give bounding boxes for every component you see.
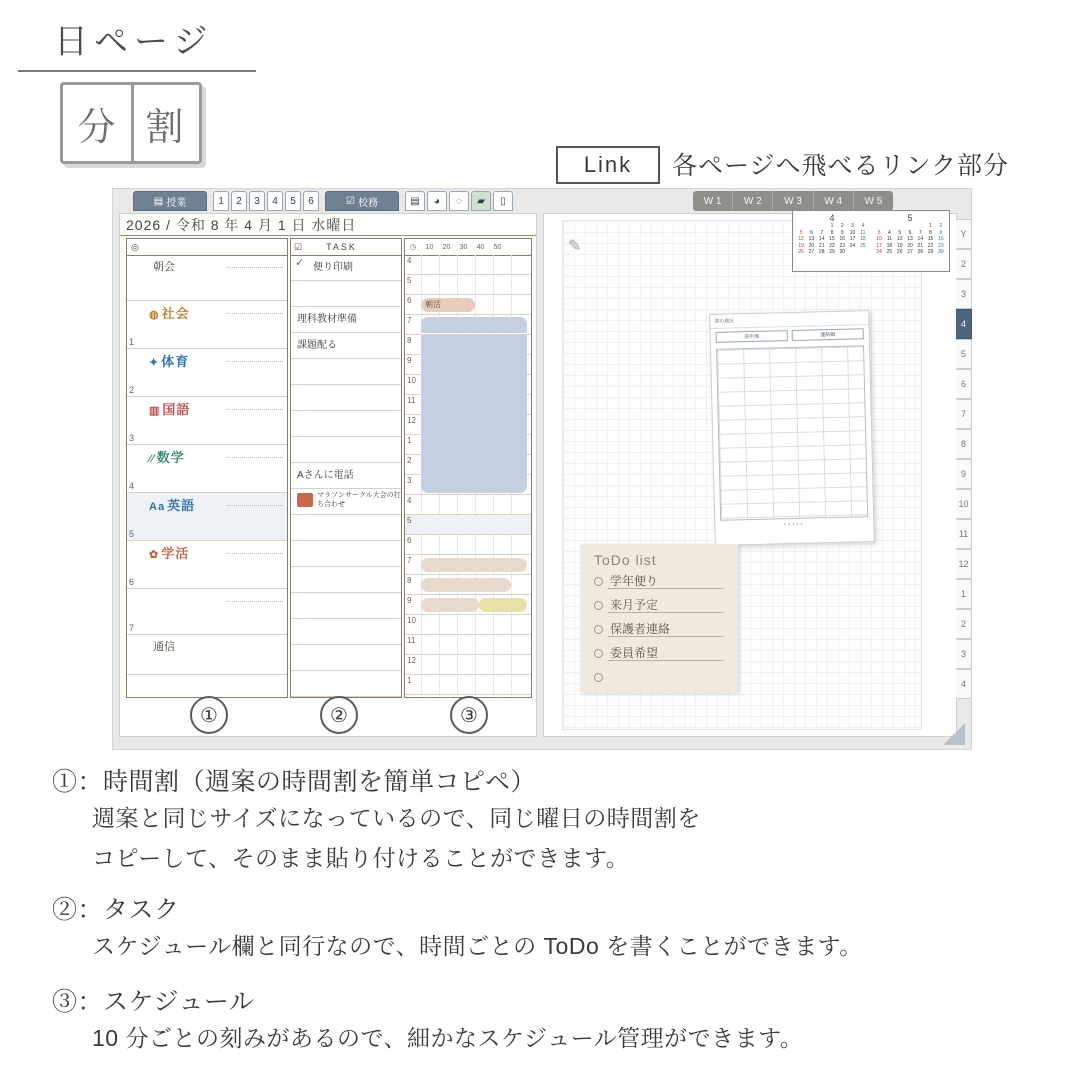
book-icon: ▥	[149, 405, 161, 417]
schedule-row[interactable]	[405, 515, 531, 535]
schedule-row[interactable]	[405, 295, 531, 315]
caption-3-line-1: 10 分ごとの刻みがあるので、細かなスケジュール管理ができます。	[92, 1025, 804, 1051]
ruler-icon: ∕∕	[149, 453, 155, 465]
task-text: 課題配る	[297, 340, 337, 351]
task-header-label: TASK	[326, 242, 357, 252]
marker-3: ③	[450, 696, 488, 734]
hour-label: 6	[407, 296, 412, 305]
table-row[interactable]	[127, 255, 287, 301]
tab-period-6[interactable]: 6	[303, 191, 319, 211]
schedule-event[interactable]	[421, 578, 511, 592]
table-row[interactable]	[127, 541, 287, 589]
period-number: 4	[129, 481, 135, 491]
week-tab-2[interactable]: W 2	[733, 191, 773, 211]
schedule-row[interactable]	[405, 575, 531, 595]
page-icon[interactable]: ▯	[493, 191, 513, 211]
list-item[interactable]	[291, 593, 401, 619]
schedule-row[interactable]	[405, 375, 531, 395]
schedule-row[interactable]	[405, 475, 531, 495]
tab-lesson-label: 授業	[166, 197, 187, 209]
index-tab[interactable]: 2	[956, 609, 972, 639]
list-item[interactable]	[291, 645, 401, 671]
table-row[interactable]	[127, 445, 287, 493]
date-line: 2026 / 令和 8 年 4 月 1 日 水曜日	[120, 214, 536, 236]
dotted-rule	[227, 361, 283, 362]
doc-button-contact-list[interactable]: 連絡網	[792, 328, 864, 341]
dotted-rule	[227, 601, 283, 602]
document-title: 春の地区	[710, 311, 868, 329]
tick-20: 20	[442, 243, 451, 251]
tab-lesson[interactable]	[133, 191, 207, 211]
schedule-event[interactable]	[421, 598, 479, 612]
index-tab[interactable]: 7	[956, 399, 972, 429]
todo-bullet-icon[interactable]	[594, 577, 603, 586]
task-check-icon[interactable]: ✓	[295, 257, 305, 269]
hour-label: 11	[407, 636, 416, 645]
hour-label: 12	[407, 416, 416, 425]
subject-label: ▥ 国語	[149, 402, 191, 417]
index-tab[interactable]: 3	[956, 639, 972, 669]
hour-label: 5	[407, 516, 412, 525]
subject-label: ◍ 社会	[149, 306, 190, 321]
todo-bullet-icon[interactable]	[594, 649, 603, 658]
hour-label: 9	[407, 356, 412, 365]
list-item[interactable]	[291, 541, 401, 567]
schedule-row[interactable]	[405, 495, 531, 515]
schedule-event-label: 朝活	[425, 300, 441, 309]
schedule-row[interactable]	[405, 455, 531, 475]
task-rows	[291, 255, 401, 697]
caption-2-line-1: スケジュール欄と同行なので、時間ごとの ToDo を書くことができます。	[92, 933, 863, 959]
timetable-header	[127, 239, 287, 256]
task-text: Aさんに電話	[297, 470, 354, 481]
todo-rule	[608, 636, 724, 637]
table-row[interactable]	[127, 349, 287, 397]
week-tab-4[interactable]: W 4	[814, 191, 854, 211]
tab-duty-label: 校務	[357, 197, 378, 209]
period-number: 3	[129, 433, 135, 443]
link-label: Link	[556, 146, 660, 184]
schedule-row[interactable]	[405, 335, 531, 355]
chat-icon[interactable]: ◌	[449, 191, 469, 211]
timetable-label: 朝会	[153, 261, 175, 273]
hour-label: 1	[407, 436, 412, 445]
list-item[interactable]	[291, 359, 401, 385]
list-item[interactable]	[291, 411, 401, 437]
document-pager[interactable]: •••••	[784, 521, 805, 529]
tick-10: 10	[425, 243, 434, 251]
task-column[interactable]	[290, 238, 402, 698]
table-row[interactable]	[127, 635, 287, 675]
schedule-row[interactable]	[405, 535, 531, 555]
title-divider	[18, 70, 256, 72]
task-text: マラソンサークル大会の打ち合わせ	[317, 492, 401, 508]
schedule-event	[421, 475, 527, 493]
todo-item[interactable]	[594, 644, 724, 668]
subject-label: Aa 英語	[149, 498, 196, 513]
planner-panel	[119, 213, 537, 737]
table-row[interactable]	[127, 493, 287, 541]
schedule-row[interactable]	[405, 275, 531, 295]
calendar-grid: 1 2 3 4 5 6 7 8 9 10 11 12 13 14 15 16 17 18 19 20 21 22 23 24 25 26 27 28 29 30	[876, 223, 944, 255]
todo-text: 保護者連絡	[610, 622, 671, 636]
globe-icon: ◍	[149, 309, 160, 321]
todo-note[interactable]	[580, 544, 738, 692]
hour-label: 1	[407, 676, 412, 685]
index-tab[interactable]: 12	[956, 549, 972, 579]
schedule-row[interactable]	[405, 255, 531, 275]
todo-rule	[608, 588, 724, 589]
schedule-event[interactable]	[479, 598, 527, 612]
index-tab[interactable]: 2	[956, 249, 972, 279]
hour-label: 9	[407, 596, 412, 605]
hour-label: 6	[407, 536, 412, 545]
schedule-event[interactable]	[421, 317, 527, 333]
week-tab-3[interactable]: W 3	[773, 191, 813, 211]
tab-period-5[interactable]: 5	[285, 191, 301, 211]
badge-right-char: 割	[145, 106, 185, 149]
todo-item[interactable]	[594, 668, 724, 692]
todo-bullet-icon[interactable]	[594, 673, 603, 682]
list-item[interactable]	[291, 437, 401, 463]
table-row[interactable]	[127, 397, 287, 445]
schedule-row[interactable]	[405, 315, 531, 335]
tag-icon[interactable]: ▰	[471, 191, 491, 211]
todo-bullet-icon[interactable]	[594, 601, 603, 610]
schedule-row[interactable]	[405, 355, 531, 375]
index-tab-selected[interactable]: 4	[956, 309, 972, 339]
hour-label: 10	[407, 616, 416, 625]
tab-period-3[interactable]: 3	[249, 191, 265, 211]
list-item[interactable]	[291, 619, 401, 645]
todo-rule	[608, 660, 724, 661]
app-screenshot	[112, 188, 972, 750]
index-tab[interactable]: 1	[956, 579, 972, 609]
schedule-row[interactable]	[405, 435, 531, 455]
task-color-chip	[297, 493, 313, 507]
subject-label: ✦ 体育	[149, 354, 190, 369]
caption-3-head: ③：スケジュール	[52, 988, 255, 1016]
schedule-event	[421, 335, 527, 355]
marker-2: ②	[320, 696, 358, 734]
list-item[interactable]	[291, 489, 401, 515]
task-text: 理科教材準備	[297, 314, 357, 325]
schedule-event	[421, 415, 527, 435]
schedule-event	[421, 375, 527, 395]
timetable-rows	[127, 255, 287, 697]
doc-button-prev-year[interactable]: 前年度	[716, 330, 788, 343]
tick-40: 40	[476, 243, 485, 251]
hour-label: 7	[407, 556, 412, 565]
todo-item[interactable]	[594, 572, 724, 596]
hour-label: 10	[407, 376, 416, 385]
tab-period-4[interactable]: 4	[267, 191, 283, 211]
tick-30: 30	[459, 243, 468, 251]
list-item[interactable]	[291, 515, 401, 541]
schedule-row[interactable]	[405, 555, 531, 575]
hour-label: 8	[407, 336, 412, 345]
list-item[interactable]	[291, 463, 401, 489]
week-tab-5[interactable]: W 5	[864, 195, 883, 207]
week-tab-group	[693, 191, 893, 211]
period-number: 7	[129, 623, 135, 633]
month-label: 4	[829, 213, 835, 223]
period-number: 1	[129, 337, 135, 347]
index-tab[interactable]: 4	[956, 669, 972, 699]
dotted-rule	[227, 553, 283, 554]
tick-50: 50	[493, 243, 502, 251]
tab-duty[interactable]	[325, 191, 399, 211]
target-icon: ◎	[131, 241, 139, 252]
list-item[interactable]	[291, 307, 401, 333]
index-tab[interactable]: 5	[956, 339, 972, 369]
index-tab[interactable]: 8	[956, 429, 972, 459]
abc-icon: Aa	[149, 501, 166, 513]
ball-icon: ✦	[149, 357, 160, 369]
hour-label: 8	[407, 576, 412, 585]
index-tab[interactable]: 11	[956, 519, 972, 549]
dotted-rule	[227, 313, 283, 314]
schedule-event	[421, 355, 527, 375]
hour-label: 2	[407, 456, 412, 465]
hour-label: 7	[407, 316, 412, 325]
hour-label: 4	[407, 496, 412, 505]
list-item[interactable]	[291, 671, 401, 697]
schedule-row[interactable]	[405, 415, 531, 435]
clock-icon: ◷	[409, 244, 417, 251]
table-row[interactable]	[127, 301, 287, 349]
tab-period-2[interactable]: 2	[231, 191, 247, 211]
checkbox-icon: ☑	[294, 241, 303, 252]
table-row[interactable]	[127, 589, 287, 635]
todo-title: ToDo list	[594, 552, 657, 568]
task-header	[291, 239, 401, 256]
task-text: 便り印刷	[313, 262, 353, 273]
index-tab[interactable]: 10	[956, 489, 972, 519]
timetable-label: 通信	[153, 641, 175, 653]
calendar-month-4	[796, 213, 868, 256]
schedule-row[interactable]	[405, 615, 531, 635]
link-caption: 各ページへ飛べるリンク部分	[672, 152, 1010, 180]
todo-item[interactable]	[594, 620, 724, 644]
week-tab-1[interactable]: W 1	[693, 191, 733, 211]
schedule-row[interactable]	[405, 675, 531, 695]
schedule-row[interactable]	[405, 635, 531, 655]
schedule-event	[421, 435, 527, 455]
caption-1-line-2: コピーして、そのまま貼り付けることができます。	[92, 845, 630, 871]
index-tab[interactable]: 3	[956, 279, 972, 309]
index-tab-strip[interactable]	[956, 219, 972, 719]
hour-label: 4	[407, 256, 412, 265]
pen-icon[interactable]: ✎	[568, 238, 582, 255]
hour-label: 11	[407, 396, 416, 405]
todo-text: 学年便り	[610, 574, 659, 588]
clock-icon[interactable]: ◕	[427, 191, 447, 211]
note-icon[interactable]: ▤	[405, 191, 425, 211]
document-card[interactable]	[709, 310, 875, 546]
schedule-row[interactable]	[405, 595, 531, 615]
schedule-row[interactable]	[405, 655, 531, 675]
subject-label: ✿ 学活	[149, 546, 190, 561]
schedule-column[interactable]	[404, 238, 532, 698]
todo-item[interactable]	[594, 596, 724, 620]
todo-bullet-icon[interactable]	[594, 625, 603, 634]
marker-1: ①	[190, 696, 228, 734]
schedule-event	[421, 455, 527, 475]
document-table[interactable]	[716, 345, 868, 521]
period-number: 2	[129, 385, 135, 395]
hour-label: 5	[407, 276, 412, 285]
schedule-event	[421, 395, 527, 415]
period-number: 6	[129, 577, 135, 587]
dotted-rule	[227, 457, 283, 458]
list-item[interactable]	[291, 567, 401, 593]
hour-label: 3	[407, 476, 412, 485]
todo-text: 来月予定	[610, 598, 659, 612]
list-item[interactable]	[291, 333, 401, 359]
split-badge	[60, 82, 202, 164]
period-number: 5	[129, 529, 135, 539]
digital-page[interactable]	[543, 213, 957, 737]
schedule-rows	[405, 255, 531, 697]
index-tab[interactable]: 6	[956, 369, 972, 399]
schedule-header	[405, 239, 531, 256]
list-item[interactable]	[291, 255, 401, 281]
month-label: 5	[907, 213, 913, 223]
check-icon: ☑	[346, 195, 355, 207]
tab-period-1[interactable]: 1	[213, 191, 229, 211]
lesson-icon: ▤	[153, 195, 164, 207]
document-buttons	[711, 325, 869, 346]
schedule-row[interactable]	[405, 395, 531, 415]
dotted-rule	[227, 267, 283, 268]
index-tab[interactable]: 9	[956, 459, 972, 489]
hour-label: 12	[407, 656, 416, 665]
todo-text: 委員希望	[610, 646, 659, 660]
mini-calendar[interactable]	[792, 210, 950, 272]
hand-icon: ✿	[149, 549, 160, 561]
page-title: 日ページ	[54, 23, 214, 61]
calendar-month-5	[874, 213, 946, 256]
list-item[interactable]	[291, 281, 401, 307]
badge-left-char: 分	[63, 85, 134, 161]
caption-1-line-1: 週案と同じサイズになっているので、同じ曜日の時間割を	[92, 805, 701, 831]
calendar-grid: 1 2 3 4 5 6 7 8 9 10 11 12 13 14 15 16 17 18 19 20 21 22 23 24 25 26 27 28 29 30	[798, 223, 866, 255]
timetable-column[interactable]	[126, 238, 288, 698]
dotted-rule	[227, 409, 283, 410]
dotted-rule	[227, 505, 283, 506]
caption-1-head: ①：時間割（週案の時間割を簡単コピペ）	[52, 768, 537, 796]
index-tab[interactable]: Y	[956, 219, 972, 249]
list-item[interactable]	[291, 385, 401, 411]
caption-2-head: ②：タスク	[52, 896, 180, 924]
page-corner-fold	[943, 723, 965, 745]
subject-label: ∕∕ 数学	[149, 450, 185, 465]
schedule-event[interactable]	[421, 558, 527, 572]
todo-rule	[608, 612, 724, 613]
